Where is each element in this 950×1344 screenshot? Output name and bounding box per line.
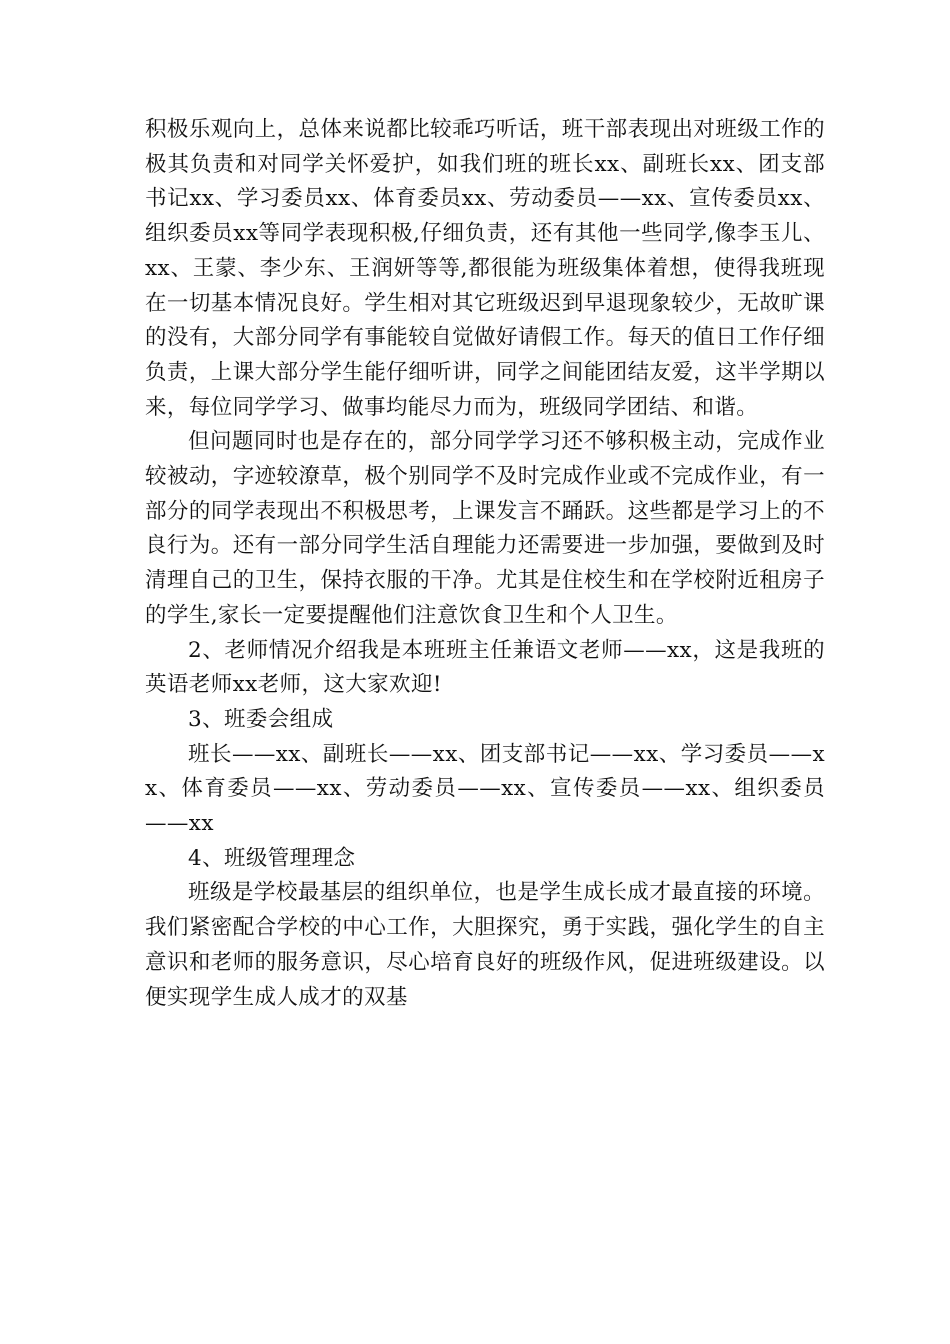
paragraph-2: 但问题同时也是存在的，部分同学学习还不够积极主动，完成作业较被动，字迹较潦草，极个别同学不及时完成作业或不完成作业，有一部分的同学表现出不积极思考，上课发言不踊跃。这些都是学习上的不良行为。还有一部分同学生活自理能力还需要进一步加强，要做到及时清理自己的卫生，保持衣服的干净。尤其是住校生和在学校附近租房子的学生,家长一定要提醒他们注意饮食卫生和个人卫生。 — [145, 429, 825, 628]
paragraph-management: 班级是学校最基层的组织单位，也是学生成长成才最直接的环境。我们紧密配合学校的中心工作，大胆探究，勇于实践，强化学生的自主意识和老师的服务意识，尽心培育良好的班级作风，促进班级建设。以便实现学生成人成才的双基 — [145, 880, 825, 1010]
heading-committee: 3、班委会组成 — [188, 706, 334, 732]
document-page — [145, 113, 825, 1015]
paragraph-3: 2、老师情况介绍我是本班班主任兼语文老师——xx，这是我班的英语老师xx老师，这大家欢迎! — [145, 637, 825, 698]
paragraph-committee-list: 班长——xx、副班长——xx、团支部书记——xx、学习委员——xx、体育委员——xx、劳动委员——xx、宣传委员——xx、组织委员——xx — [145, 741, 825, 837]
heading-management: 4、班级管理理念 — [188, 845, 356, 871]
paragraph-1: 积极乐观向上，总体来说都比较乖巧听话，班干部表现出对班级工作的极其负责和对同学关怀爱护，如我们班的班长xx、副班长xx、团支部书记xx、学习委员xx、体育委员xx、劳动委员——xx、宣传委员xx、组织委员xx等同学表现积极,仔细负责，还有其他一些同学,像李玉儿、xx、王蒙、李少东、王润妍等等,都很能为班级集体着想，使得我班现在一切基本情况良好。学生相对其它班级迟到早退现象较少，无故旷课的没有，大部分同学有事能较自觉做好请假工作。每天的值日工作仔细负责，上课大部分学生能仔细听讲，同学之间能团结友爱，这半学期以来，每位同学学习、做事均能尽力而为，班级同学团结、和谐。 — [145, 117, 825, 420]
